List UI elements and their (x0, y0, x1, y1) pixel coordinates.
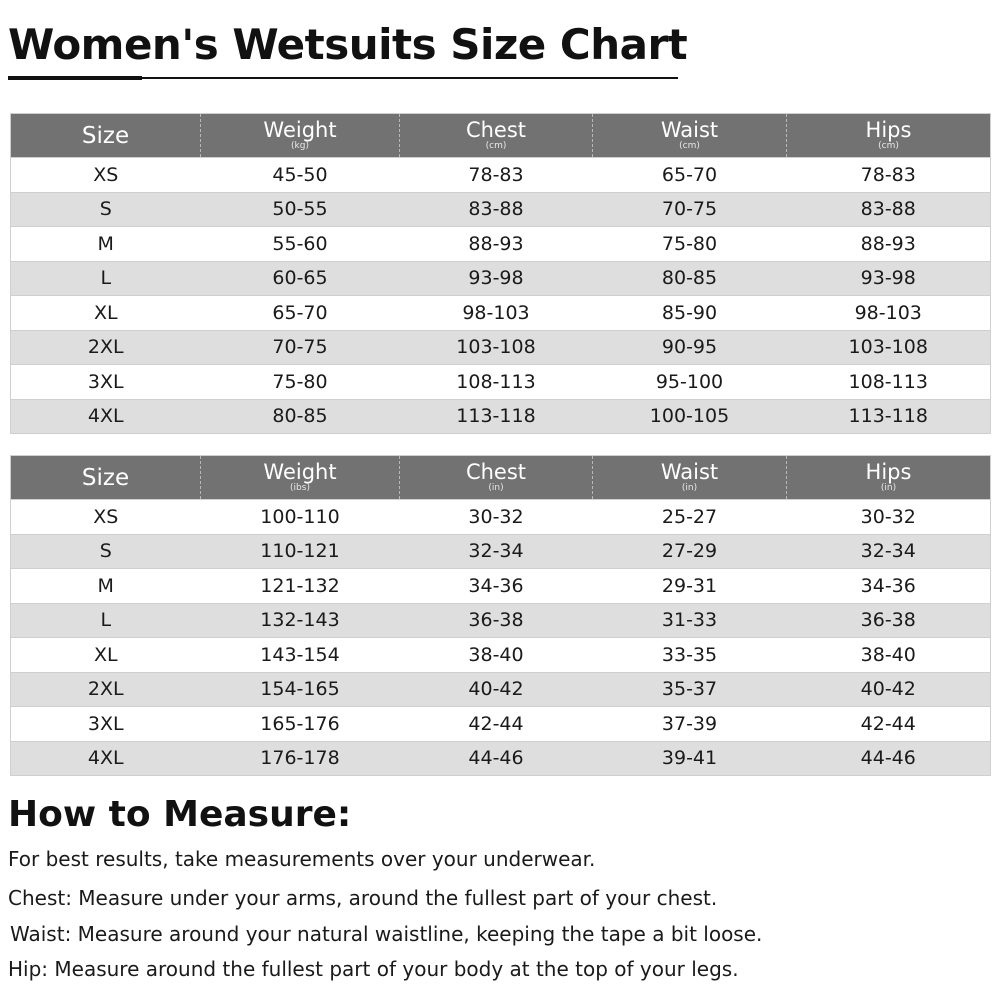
size-cell: M (11, 227, 201, 262)
column-header-size (11, 456, 201, 500)
title-underline-accent (8, 76, 142, 80)
size-cell: XL (11, 296, 201, 331)
table-row (11, 638, 991, 673)
table-row (11, 603, 991, 638)
size-cell: L (11, 261, 201, 296)
size-cell: 4XL (11, 399, 201, 434)
column-header-weight (201, 114, 400, 158)
column-header-label: Weight (263, 118, 337, 142)
column-header-weight (201, 456, 400, 500)
measurement-cell: 55-60 (201, 227, 400, 262)
table-row (11, 741, 991, 776)
size-cell: 3XL (11, 707, 201, 742)
measurement-cell: 40-42 (400, 672, 593, 707)
measure-hip-text: Hip: Measure around the fullest part of your body at the top of your legs. (8, 957, 739, 981)
table-row (11, 330, 991, 365)
measurement-cell: 34-36 (787, 569, 991, 604)
measurement-cell: 176-178 (201, 741, 400, 776)
measurement-cell: 154-165 (201, 672, 400, 707)
column-header-label: Hips (865, 460, 912, 484)
table-row (11, 158, 991, 193)
measure-chest-text: Chest: Measure under your arms, around the fullest part of your chest. (8, 886, 718, 910)
measurement-cell: 50-55 (201, 192, 400, 227)
measurement-cell: 113-118 (400, 399, 593, 434)
table-row (11, 227, 991, 262)
column-header-label: Chest (465, 460, 527, 484)
measurement-cell: 85-90 (593, 296, 787, 331)
measurement-cell: 44-46 (787, 741, 991, 776)
measurement-cell: 113-118 (787, 399, 991, 434)
measurement-cell: 42-44 (400, 707, 593, 742)
measurement-cell: 75-80 (201, 365, 400, 400)
measurement-cell: 34-36 (400, 569, 593, 604)
measurement-cell: 78-83 (787, 158, 991, 193)
measurement-cell: 33-35 (593, 638, 787, 673)
measurement-cell: 45-50 (201, 158, 400, 193)
size-cell: 4XL (11, 741, 201, 776)
measurement-cell: 103-108 (787, 330, 991, 365)
table-row (11, 192, 991, 227)
measurement-cell: 83-88 (400, 192, 593, 227)
column-header-unit: (kg) (291, 141, 309, 151)
measurement-cell: 44-46 (400, 741, 593, 776)
measurement-cell: 98-103 (400, 296, 593, 331)
measurement-cell: 36-38 (787, 603, 991, 638)
table-row (11, 672, 991, 707)
measurement-cell: 32-34 (400, 534, 593, 569)
column-header-size (11, 114, 201, 158)
measurement-cell: 93-98 (787, 261, 991, 296)
column-header-unit: (in) (880, 483, 897, 493)
table-row (11, 500, 991, 535)
table-row (11, 399, 991, 434)
table-row (11, 707, 991, 742)
measurement-cell: 88-93 (787, 227, 991, 262)
column-header-waist (593, 114, 787, 158)
measurement-cell: 29-31 (593, 569, 787, 604)
table-row (11, 296, 991, 331)
imperial-size-table (10, 455, 991, 776)
measurement-cell: 78-83 (400, 158, 593, 193)
measurement-cell: 143-154 (201, 638, 400, 673)
column-header-label: Size (81, 122, 130, 149)
size-cell: 2XL (11, 672, 201, 707)
metric-size-table (10, 113, 991, 434)
column-header-unit: (cm) (679, 141, 700, 151)
table-header-row (11, 114, 991, 158)
measure-waist-text: Waist: Measure around your natural waistline, keeping the tape a bit loose. (10, 922, 763, 946)
measurement-cell: 25-27 (593, 500, 787, 535)
measurement-cell: 100-110 (201, 500, 400, 535)
size-cell: 3XL (11, 365, 201, 400)
measurement-cell: 27-29 (593, 534, 787, 569)
measurement-cell: 80-85 (201, 399, 400, 434)
size-cell: M (11, 569, 201, 604)
page-title: Women's Wetsuits Size Chart (8, 20, 688, 69)
measurement-cell: 103-108 (400, 330, 593, 365)
measurement-cell: 90-95 (593, 330, 787, 365)
column-header-label: Size (81, 464, 130, 491)
measurement-cell: 95-100 (593, 365, 787, 400)
table-header-row (11, 456, 991, 500)
column-header-unit: (ibs) (290, 483, 310, 493)
measurement-cell: 83-88 (787, 192, 991, 227)
column-header-label: Weight (263, 460, 337, 484)
measurement-cell: 98-103 (787, 296, 991, 331)
size-cell: XS (11, 500, 201, 535)
table-row (11, 261, 991, 296)
measurement-cell: 38-40 (787, 638, 991, 673)
measurement-cell: 36-38 (400, 603, 593, 638)
size-cell: S (11, 534, 201, 569)
measurement-cell: 165-176 (201, 707, 400, 742)
measurement-cell: 30-32 (400, 500, 593, 535)
measurement-cell: 31-33 (593, 603, 787, 638)
measurement-cell: 80-85 (593, 261, 787, 296)
measurement-cell: 121-132 (201, 569, 400, 604)
column-header-unit: (in) (681, 483, 698, 493)
measurement-cell: 35-37 (593, 672, 787, 707)
column-header-label: Hips (865, 118, 912, 142)
size-cell: XS (11, 158, 201, 193)
size-cell: L (11, 603, 201, 638)
measurement-cell: 108-113 (787, 365, 991, 400)
column-header-unit: (cm) (485, 141, 507, 151)
column-header-chest (400, 456, 593, 500)
measurement-cell: 65-70 (201, 296, 400, 331)
column-header-unit: (cm) (878, 141, 899, 151)
measurement-cell: 39-41 (593, 741, 787, 776)
measurement-cell: 108-113 (400, 365, 593, 400)
measurement-cell: 42-44 (787, 707, 991, 742)
size-cell: XL (11, 638, 201, 673)
size-cell: S (11, 192, 201, 227)
column-header-label: Chest (465, 118, 527, 142)
column-header-chest (400, 114, 593, 158)
table-row (11, 534, 991, 569)
measurement-cell: 132-143 (201, 603, 400, 638)
measurement-cell: 110-121 (201, 534, 400, 569)
column-header-label: Waist (660, 460, 719, 484)
column-header-waist (593, 456, 787, 500)
measurement-cell: 32-34 (787, 534, 991, 569)
measurement-cell: 65-70 (593, 158, 787, 193)
table-row (11, 569, 991, 604)
measurement-cell: 37-39 (593, 707, 787, 742)
column-header-unit: (in) (488, 483, 504, 493)
size-cell: 2XL (11, 330, 201, 365)
measurement-cell: 38-40 (400, 638, 593, 673)
measurement-cell: 70-75 (593, 192, 787, 227)
measure-heading: How to Measure: (8, 794, 352, 835)
measurement-cell: 100-105 (593, 399, 787, 434)
measure-intro-text: For best results, take measurements over your underwear. (8, 847, 596, 871)
column-header-hips (787, 456, 991, 500)
measurement-cell: 88-93 (400, 227, 593, 262)
measurement-cell: 30-32 (787, 500, 991, 535)
measurement-cell: 75-80 (593, 227, 787, 262)
measurement-cell: 70-75 (201, 330, 400, 365)
measurement-cell: 40-42 (787, 672, 991, 707)
column-header-label: Waist (660, 118, 719, 142)
measurement-cell: 60-65 (201, 261, 400, 296)
table-row (11, 365, 991, 400)
measurement-cell: 93-98 (400, 261, 593, 296)
column-header-hips (787, 114, 991, 158)
